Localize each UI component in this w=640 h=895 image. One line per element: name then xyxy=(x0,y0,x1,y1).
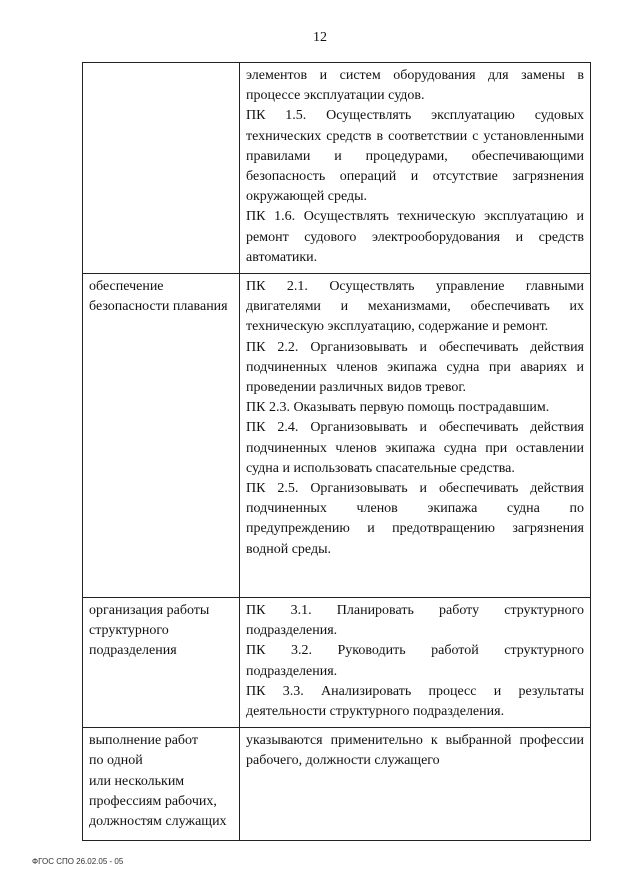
table-row xyxy=(83,728,591,841)
activity-area-line: безопасности плавания xyxy=(89,299,228,315)
competency-table xyxy=(82,62,591,841)
table-row xyxy=(83,274,591,598)
activity-area-line: обеспечение xyxy=(89,279,164,295)
activity-area-cell xyxy=(83,274,240,598)
activity-area-line: подразделения xyxy=(89,643,177,659)
table-row xyxy=(83,598,591,728)
competency-item: ПК 3.2. Руководить работой структурного подразделения. xyxy=(246,643,584,679)
competency-item: ПК 2.4. Организовывать и обеспечивать действия подчиненных членов экипажа судна при оставлении судна и использовать спасательные средства. xyxy=(246,420,584,476)
activity-area-cell xyxy=(83,63,240,274)
competency-item: ПК 2.1. Осуществлять управление главными двигателями и механизмами, обеспечивать их техническую эксплуатацию, содержание и ремонт. xyxy=(246,279,584,335)
activity-area-line: должностям служащих xyxy=(89,814,227,830)
page-number: 12 xyxy=(313,30,327,45)
competency-item: ПК 3.3. Анализировать процесс и результаты деятельности структурного подразделения. xyxy=(246,683,584,720)
competency-item: ПК 2.2. Организовывать и обеспечивать действия подчиненных членов экипажа судна при авариях и проведении различных видов тревог. xyxy=(246,339,584,396)
activity-area-line: выполнение работ xyxy=(89,733,198,749)
competency-cell xyxy=(240,274,591,598)
activity-area-line: профессиям рабочих, xyxy=(89,793,217,809)
activity-area-line: организация работы xyxy=(89,603,210,619)
activity-area-line: по одной xyxy=(89,753,143,769)
activity-area-line: структурного xyxy=(89,623,169,639)
competency-item: ПК 2.3. Оказывать первую помощь пострадавшим. xyxy=(246,400,550,416)
competency-cell xyxy=(240,598,591,728)
competency-item: указываются применительно к выбранной профессии рабочего, должности служащего xyxy=(246,733,584,769)
document-code: ФГОС СПО 26.02.05 - 05 xyxy=(32,857,124,866)
competency-item: ПК 1.5. Осуществлять эксплуатацию судовых технических средств в соответствии с установленными правилами и процедурами, обеспечивающими безопасность операций и отсутствие загрязнения окружающей среды. xyxy=(246,108,584,205)
activity-area-cell xyxy=(83,728,240,841)
competency-cell xyxy=(240,63,591,274)
competency-cell xyxy=(240,728,591,841)
competency-item: элементов и систем оборудования для замены в процессе эксплуатации судов. xyxy=(246,68,584,104)
table-row xyxy=(83,63,591,274)
activity-area-line: или нескольким xyxy=(89,773,185,789)
competency-item: ПК 3.1. Планировать работу структурного подразделения. xyxy=(246,603,584,639)
activity-area-cell xyxy=(83,598,240,728)
competency-item: ПК 2.5. Организовывать и обеспечивать действия подчиненных членов экипажа судна по предупреждению и предотвращению загрязнения водной среды. xyxy=(246,481,584,557)
competency-item: ПК 1.6. Осуществлять техническую эксплуатацию и ремонт судового электрооборудования и средств автоматики. xyxy=(246,209,584,265)
